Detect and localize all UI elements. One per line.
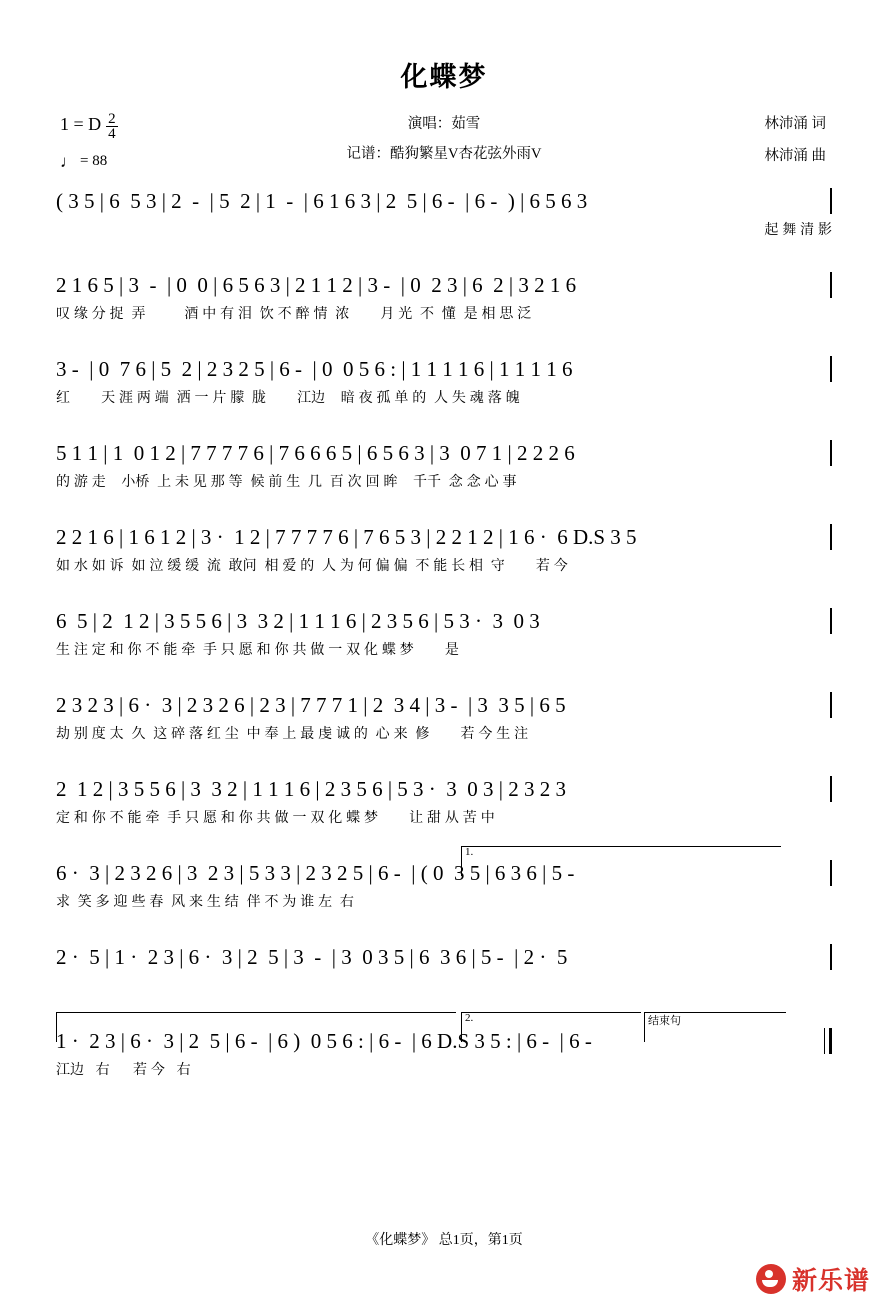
lyrics-line: 红 天 涯 两 端 洒 一 片 朦 胧 江边 暗 夜 孤 单 的 人 失 魂 落 魄: [56, 389, 520, 405]
notes-line: 3 - | 0 7 6 | 5 2 | 2 3 2 5 | 6 - | 0 0 5 6 : | 1 1 1 1 6 | 1 1 1 1 6: [56, 357, 573, 381]
page-footer: 《化蝶梦》 总1页，第1页: [365, 1233, 523, 1248]
notes-line: 6 · 3 | 2 3 2 6 | 3 2 3 | 5 3 3 | 2 3 2 5 | 6 - | ( 0 3 5 | 6 3 6 | 5 -: [56, 861, 575, 885]
key-signature: 1 = D: [60, 114, 102, 134]
lyrics-line: 定 和 你 不 能 牵 手 只 愿 和 你 共 做 一 双 化 蝶 梦 让 甜 从 苦 中: [56, 809, 495, 825]
music-face-logo-icon: [756, 1264, 786, 1294]
final-barline: [824, 1028, 832, 1054]
first-ending-label: 1.: [465, 846, 474, 858]
page-title: 化蝶梦: [400, 62, 488, 92]
brand-name: 新乐谱: [791, 1267, 870, 1295]
quarter-note-icon: ♩: [60, 151, 77, 171]
second-ending-label: 2.: [465, 1012, 474, 1024]
key-and-tempo-block: [60, 111, 118, 171]
time-signature: $\frac{2}{4}$: [108, 111, 116, 143]
lyricist-line: 林沛涌 词: [764, 116, 826, 132]
staff-system: [56, 688, 832, 772]
sheet-music-page: [0, 55, 888, 1311]
barline: [830, 356, 832, 382]
barline: [830, 524, 832, 550]
barline: [830, 608, 832, 634]
barline: [830, 440, 832, 466]
notes-line: 6 5 | 2 1 2 | 3 5 5 6 | 3 3 2 | 1 1 1 6 | 2 3 5 6 | 5 3 · 3 0 3: [56, 609, 540, 633]
author-credits: [764, 112, 826, 176]
lyrics-line: 劫 别 度 太 久 这 碎 落 红 尘 中 奉 上 最 虔 诚 的 心 来 修 若 今 生 注: [56, 725, 529, 741]
notes-line: 1 · 2 3 | 6 · 3 | 2 5 | 6 - | 6 ) 0 5 6 : | 6 - | 6 D.S 3 5 : | 6 - | 6 -: [56, 1029, 592, 1053]
barline: [830, 776, 832, 802]
brand-watermark: [756, 1261, 870, 1297]
staff-system: [56, 846, 832, 940]
notation-line: 记谱：酷狗繁星V杏花弦外雨V: [346, 146, 542, 162]
lyrics-line: 的 游 走 小桥 上 未 见 那 等 候 前 生 几 百 次 回 眸 千千 念 念 心 事: [56, 473, 517, 489]
barline: [830, 692, 832, 718]
lyrics-line: 如 水 如 诉 如 泣 缓 缓 流 敢问 相 爱 的 人 为 何 偏 偏 不 能 长 相 守 若 今: [56, 557, 568, 573]
barline: [830, 944, 832, 970]
lyrics-line: 生 注 定 和 你 不 能 牵 手 只 愿 和 你 共 做 一 双 化 蝶 梦 是: [56, 641, 459, 657]
staff-system: [56, 604, 832, 688]
staff-system: [56, 268, 832, 352]
lyrics-line: 求 笑 多 迎 些 春 风 来 生 结 伴 不 为 谁 左 右: [56, 893, 354, 909]
barline: [830, 188, 832, 214]
staff-system: [56, 436, 832, 520]
lyrics-line: [56, 974, 832, 996]
notes-line: 2 · 5 | 1 · 2 3 | 6 · 3 | 2 5 | 3 - | 3 0 3 5 | 6 3 6 | 5 - | 2 · 5: [56, 945, 568, 969]
staff-system: [56, 352, 832, 436]
singer-line: 演唱：茹雪: [407, 116, 481, 132]
notes-line: ( 3 5 | 6 5 3 | 2 - | 5 2 | 1 - | 6 1 6 3 | 2 5 | 6 - | 6 - ) | 6 5 6 3: [56, 189, 588, 213]
barline: [830, 272, 832, 298]
staff-system: [56, 184, 832, 268]
score-metadata: [0, 108, 888, 178]
staff-system: [56, 772, 832, 856]
notes-line: 2 1 2 | 3 5 5 6 | 3 3 2 | 1 1 1 6 | 2 3 5 6 | 5 3 · 3 0 3 | 2 3 2 3: [56, 777, 566, 801]
composer-line: 林沛涌 曲: [764, 148, 826, 164]
notes-line: 2 1 6 5 | 3 - | 0 0 | 6 5 6 3 | 2 1 1 2 | 3 - | 0 2 3 | 6 2 | 3 2 1 6: [56, 273, 577, 297]
staff-system: [56, 520, 832, 604]
notes-line: 5 1 1 | 1 0 1 2 | 7 7 7 7 6 | 7 6 6 6 5 | 6 5 6 3 | 3 0 7 1 | 2 2 2 6: [56, 441, 575, 465]
performer-credits: [279, 112, 609, 172]
barline: [830, 860, 832, 886]
notes-line: 2 2 1 6 | 1 6 1 2 | 3 · 1 2 | 7 7 7 7 6 | 7 6 5 3 | 2 2 1 2 | 1 6 · 6 D.S 3 5: [56, 525, 637, 549]
lyrics-line: 叹 缘 分 捉 弄 酒 中 有 泪 饮 不 醉 情 浓 月 光 不 懂 是 相 思 泛: [56, 305, 532, 321]
lyrics-line: 江边 右 若 今 右: [56, 1061, 191, 1077]
staff-system: [56, 1012, 832, 1108]
tempo-marking: = 88: [80, 152, 108, 169]
music-staff-area: [0, 184, 888, 1108]
coda-label: 结束句: [648, 1015, 681, 1027]
notes-line: 2 3 2 3 | 6 · 3 | 2 3 2 6 | 2 3 | 7 7 7 1 | 2 3 4 | 3 - | 3 3 5 | 6 5: [56, 693, 566, 717]
lyrics-line: 起 舞 清 影: [764, 221, 832, 237]
